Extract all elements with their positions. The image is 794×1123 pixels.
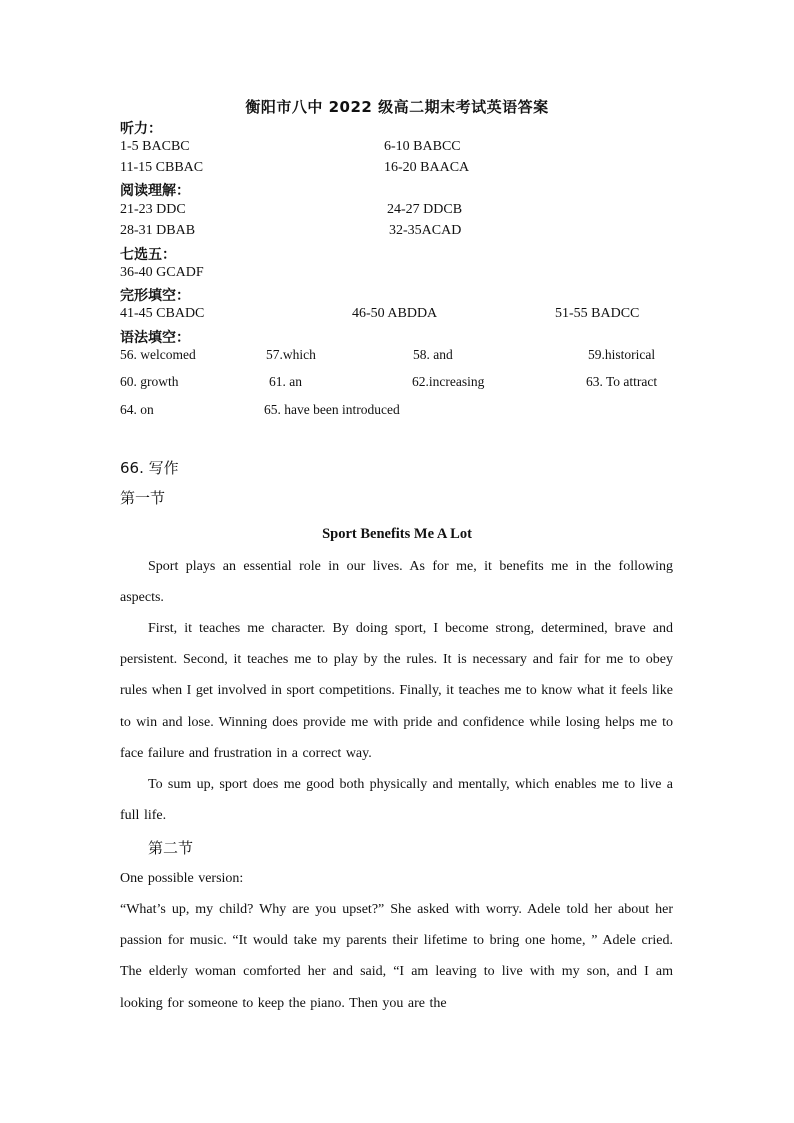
essay-paragraph-3: To sum up, sport does me good both physically and mentally, which enables me to live a full life. [120,777,673,824]
part2-label: 第二节 [148,839,194,857]
part2-paragraph: “What’s up, my child? Why are you upset?” She asked with worry. Adele told her about her passion for music. “It would take my parents their lifetime to bring one home, ” Adele cried. The elderly woman comforted her and said, “I am leaving to live with my son, and I am looking for someone to keep the piano. Then you are the [120,902,673,1011]
answer-group: 1-5 BACBC [120,139,190,154]
answer-item: 63. To attract [586,374,658,389]
grammar-row-1 [0,347,794,367]
reading-row-1 [0,202,794,222]
essay-paragraph-2: First, it teaches me character. By doing sport, I become strong, determined, brave and persistent. Second, it teaches me to play by the rules. It is necessary and fair for me to obey rules when I get involved in sport competitions. Finally, it teaches me to know what it feels like to win and lose. Winning does provide me with pride and confidence while losing helps me to face failure and frustration in a correct way. [120,621,673,761]
essay-paragraph-1: Sport plays an essential role in our lives. As for me, it benefits me in the following aspects. [120,559,673,606]
section-cloze: 完形填空： [120,288,190,304]
page-title: 衡阳市八中 2022 级高二期末考试英语答案 [245,98,549,116]
answer-group: 28-31 DBAB [120,223,196,238]
answer-item: 57.which [266,347,316,362]
answer-group: 41-45 CBADC [120,306,205,321]
section-grammar-fill: 语法填空： [120,330,190,346]
answer-group: 21-23 DDC [120,202,186,217]
grammar-row-2 [0,374,794,394]
seven-row [0,265,794,285]
writing-label: 66. 写作 [120,459,179,477]
answer-group: 32-35ACAD [389,223,462,238]
answer-item: 58. and [413,347,453,362]
answer-item: 59.historical [588,347,656,362]
section-reading: 阅读理解： [120,183,190,199]
answer-item: 64. on [120,402,154,417]
answer-group: 51-55 BADCC [555,306,640,321]
answer-item: 62.increasing [412,374,485,389]
section-seven-choose-five: 七选五： [120,247,176,263]
answer-group: 16-20 BAACA [384,160,470,175]
answer-group: 36-40 GCADF [120,265,204,280]
answer-group: 46-50 ABDDA [352,306,438,321]
reading-row-2 [0,223,794,243]
answer-item: 65. have been introduced [264,402,400,417]
possible-version-label: One possible version: [120,871,244,886]
cloze-row [0,306,794,326]
answer-group: 6-10 BABCC [384,139,461,154]
grammar-row-3 [0,402,794,422]
essay-title: Sport Benefits Me A Lot [322,526,472,542]
answer-group: 24-27 DDCB [387,202,463,217]
answer-item: 56. welcomed [120,347,196,362]
listening-row-1 [0,139,794,159]
listening-row-2 [0,160,794,180]
answer-item: 60. growth [120,374,179,389]
section-listening: 听力： [120,121,162,137]
answer-group: 11-15 CBBAC [120,160,204,175]
answer-item: 61. an [269,374,302,389]
part1-label: 第一节 [120,489,166,507]
